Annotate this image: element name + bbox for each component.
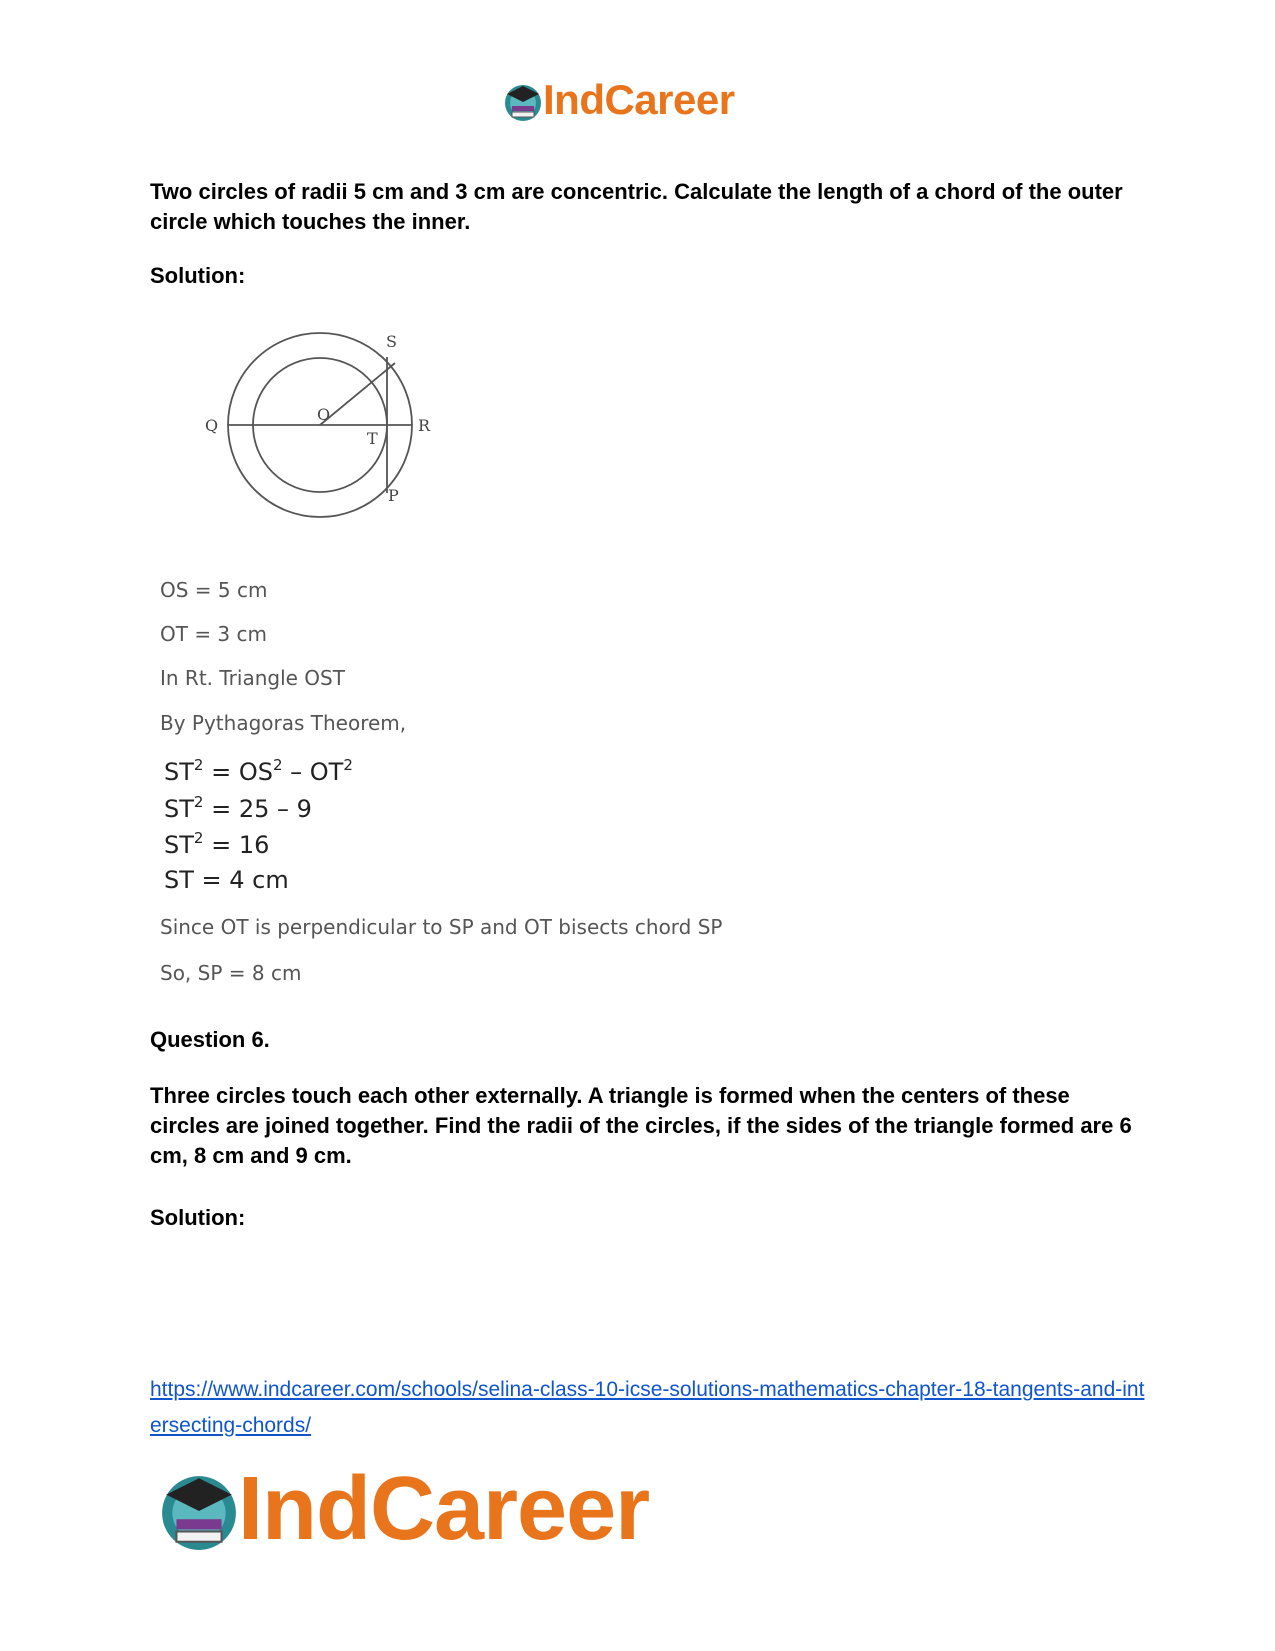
concentric-circles-diagram (195, 325, 440, 525)
conclusion-line: Since OT is perpendicular to SP and OT bisects chord SP (160, 915, 723, 939)
solution-label: Solution: (150, 1205, 246, 1230)
conclusion-line: So, SP = 8 cm (160, 961, 302, 985)
solution-label: Solution: (150, 263, 246, 288)
radius-os (320, 363, 395, 425)
equation-line: $ST^2 = OS^2 - OT^2$ (164, 756, 353, 786)
label-q: Q (205, 416, 219, 435)
brand-wordmark: IndCareer (543, 76, 735, 123)
equation-line: ST = 4 cm (164, 866, 289, 894)
label-o: O (317, 405, 331, 424)
label-t: T (367, 429, 378, 448)
equation-line: $ST^2 = 25 - 9$ (164, 793, 312, 823)
graduation-cap-logo-icon (158, 1470, 240, 1552)
brand-logo-bottom (158, 1459, 718, 1560)
label-r: R (418, 416, 431, 435)
brand-wordmark: IndCareer (238, 1459, 650, 1559)
step-line: In Rt. Triangle OST (160, 666, 345, 690)
step-line: OT = 3 cm (160, 622, 267, 646)
step-line: OS = 5 cm (160, 578, 268, 602)
question-text: Two circles of radii 5 cm and 3 cm are concentric. Calculate the length of a chord of the outer circle which touches the inner. (150, 179, 1123, 234)
label-s: S (386, 332, 397, 351)
question-heading: Question 6. (150, 1027, 270, 1052)
brand-logo-top (503, 76, 773, 128)
label-p: P (388, 486, 399, 505)
equation-line: $ST^2 = 16$ (164, 829, 270, 859)
step-line: By Pythagoras Theorem, (160, 711, 407, 735)
source-url-link[interactable]: https://www.indcareer.com/schools/selina-class-10-icse-solutions-mathematics-chapter-18-tangents-and-intersecting-chords/ (150, 1378, 1145, 1437)
graduation-cap-logo-icon (503, 82, 543, 122)
question-text: Three circles touch each other externally. A triangle is formed when the centers of these circles are joined together. Find the radii of the circles, if the sides of the triangle formed are 6 cm, 8 cm and 9 cm. (150, 1083, 1132, 1168)
